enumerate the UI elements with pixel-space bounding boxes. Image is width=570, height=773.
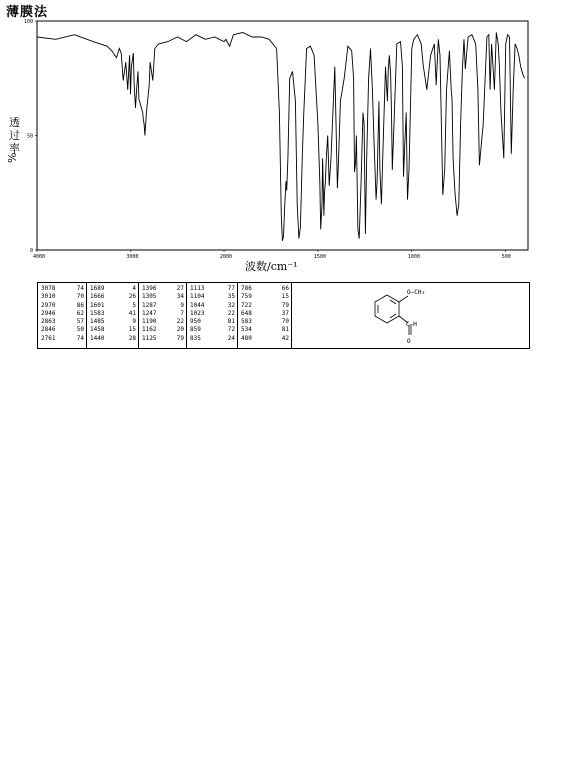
peak-wavenumber: 1125 — [142, 334, 157, 342]
peak-table-row — [90, 285, 136, 293]
peak-table-row — [90, 310, 136, 318]
peak-transmittance: 72 — [227, 326, 235, 334]
peak-wavenumber: 2970 — [41, 301, 56, 309]
peak-wavenumber: 786 — [241, 285, 252, 292]
aldehyde-label: C—H — [406, 321, 417, 328]
peak-wavenumber: 1287 — [142, 301, 157, 309]
plot-frame — [37, 21, 528, 250]
peak-column-3 — [139, 283, 187, 348]
peak-transmittance: 62 — [76, 309, 84, 317]
peak-table-row — [241, 285, 289, 293]
peak-transmittance: 15 — [281, 293, 289, 301]
peak-transmittance: 70 — [76, 293, 84, 301]
peak-transmittance: 66 — [281, 285, 289, 292]
peak-transmittance: 77 — [227, 285, 235, 292]
y-axis-label — [6, 116, 20, 163]
peak-table-row — [41, 310, 84, 318]
peak-column-1 — [38, 283, 87, 348]
x-tick-label: 4000 — [33, 254, 46, 260]
peak-wavenumber: 1023 — [190, 309, 205, 317]
peak-table-row — [90, 293, 136, 301]
peak-wavenumber: 835 — [190, 334, 201, 342]
peak-transmittance: 81 — [281, 326, 289, 334]
peak-wavenumber: 1458 — [90, 326, 105, 334]
peak-column-2 — [87, 283, 139, 348]
molecular-structure — [292, 283, 529, 348]
peak-transmittance: 4 — [132, 285, 136, 292]
structure-drawing — [292, 283, 527, 348]
peak-table-row — [241, 335, 289, 343]
peak-wavenumber: 1666 — [90, 293, 105, 301]
peak-transmittance: 24 — [227, 334, 235, 342]
peak-table-row — [190, 310, 235, 318]
peak-column-4 — [187, 283, 238, 348]
peak-wavenumber: 1601 — [90, 301, 105, 309]
peak-wavenumber: 2946 — [41, 309, 56, 317]
peak-table-row — [142, 318, 184, 326]
y-axis-label-char-1: 透 — [9, 116, 20, 129]
peak-wavenumber: 1113 — [190, 285, 205, 292]
method-title: 薄膜法 — [6, 5, 49, 20]
peak-transmittance: 22 — [227, 309, 235, 317]
peak-wavenumber: 648 — [241, 309, 252, 317]
peak-table-row — [142, 285, 184, 293]
peak-transmittance: 28 — [128, 334, 136, 342]
y-axis-label-char-3: 率 — [9, 142, 20, 155]
peak-wavenumber: 1440 — [90, 334, 105, 342]
ir-spectrum-chart — [0, 0, 570, 280]
peak-transmittance: 27 — [176, 285, 184, 292]
peak-transmittance: 32 — [227, 301, 235, 309]
peak-transmittance: 42 — [281, 334, 289, 342]
peak-wavenumber: 2863 — [41, 318, 56, 326]
peak-transmittance: 9 — [132, 318, 136, 326]
peak-table-row — [241, 293, 289, 301]
peak-table-row — [41, 293, 84, 301]
peak-transmittance: 26 — [128, 293, 136, 301]
peak-table-row — [190, 285, 235, 293]
x-axis-label: 波数/cm⁻¹ — [245, 260, 298, 273]
spectrum-series-line — [37, 33, 525, 241]
peak-transmittance: 50 — [76, 326, 84, 334]
peak-wavenumber: 1689 — [90, 285, 105, 292]
peak-table-row — [190, 293, 235, 301]
y-axis-ticks — [24, 19, 37, 254]
peak-table-row — [142, 310, 184, 318]
peak-wavenumber: 759 — [241, 293, 252, 301]
peak-wavenumber: 722 — [241, 301, 252, 309]
peak-wavenumber: 480 — [241, 334, 252, 342]
peak-transmittance: 74 — [76, 334, 84, 342]
x-tick-label: 500 — [501, 254, 511, 260]
peak-transmittance: 37 — [281, 309, 289, 317]
peak-wavenumber: 1190 — [142, 318, 157, 326]
carbonyl-oxygen-label: O — [407, 338, 411, 345]
peak-transmittance: 86 — [76, 301, 84, 309]
peak-transmittance: 20 — [176, 326, 184, 334]
x-tick-label: 3000 — [126, 254, 139, 260]
peak-transmittance: 57 — [76, 318, 84, 326]
peak-wavenumber: 3010 — [41, 293, 56, 301]
peak-transmittance: 5 — [132, 301, 136, 309]
peak-table-row — [241, 326, 289, 334]
peak-table-row — [190, 326, 235, 334]
peak-table-row — [142, 302, 184, 310]
peak-table-row — [241, 302, 289, 310]
x-tick-label: 1000 — [407, 254, 420, 260]
peak-wavenumber: 583 — [241, 318, 252, 326]
peak-transmittance: 15 — [128, 326, 136, 334]
methoxy-label: O—CH₃ — [407, 289, 426, 296]
peak-wavenumber: 1485 — [90, 318, 105, 326]
x-axis-ticks — [33, 250, 511, 260]
peak-table-row — [90, 326, 136, 334]
peak-transmittance: 7 — [180, 309, 184, 317]
peak-transmittance: 81 — [227, 318, 235, 326]
peak-table-row — [190, 335, 235, 343]
peak-table — [37, 282, 530, 349]
peak-table-row — [90, 318, 136, 326]
peak-transmittance: 9 — [180, 301, 184, 309]
peak-table-row — [190, 302, 235, 310]
peak-table-row — [41, 335, 84, 343]
y-tick-label: 100 — [24, 19, 34, 25]
peak-transmittance: 74 — [76, 285, 84, 292]
peak-wavenumber: 534 — [241, 326, 252, 334]
x-tick-label: 1500 — [313, 254, 326, 260]
peak-wavenumber: 1044 — [190, 301, 205, 309]
peak-table-row — [241, 310, 289, 318]
peak-transmittance: 34 — [176, 293, 184, 301]
peak-transmittance: 79 — [281, 301, 289, 309]
peak-column-5 — [238, 283, 292, 348]
peak-wavenumber: 1162 — [142, 326, 157, 334]
peak-wavenumber: 2846 — [41, 326, 56, 334]
y-tick-label: 50 — [27, 133, 34, 140]
benzene-ring — [375, 295, 399, 323]
peak-table-row — [41, 302, 84, 310]
peak-transmittance: 41 — [128, 309, 136, 317]
peak-wavenumber: 1305 — [142, 293, 157, 301]
peak-table-row — [190, 318, 235, 326]
peak-wavenumber: 950 — [190, 318, 201, 326]
peak-transmittance: 79 — [176, 334, 184, 342]
peak-table-row — [241, 318, 289, 326]
peak-table-row — [90, 335, 136, 343]
peak-table-row — [41, 318, 84, 326]
x-tick-label: 2000 — [220, 254, 233, 260]
peak-table-row — [142, 335, 184, 343]
peak-wavenumber: 1396 — [142, 285, 157, 292]
peak-transmittance: 35 — [227, 293, 235, 301]
peak-wavenumber: 859 — [190, 326, 201, 334]
y-tick-label: 0 — [30, 248, 34, 254]
peak-transmittance: 22 — [176, 318, 184, 326]
peak-wavenumber: 1104 — [190, 293, 205, 301]
y-axis-label-unit: % — [6, 152, 19, 163]
peak-table-row — [90, 302, 136, 310]
peak-table-row — [142, 326, 184, 334]
peak-wavenumber: 3078 — [41, 285, 56, 292]
peak-wavenumber: 1247 — [142, 309, 157, 317]
peak-table-row — [142, 293, 184, 301]
peak-wavenumber: 2761 — [41, 334, 56, 342]
peak-transmittance: 70 — [281, 318, 289, 326]
peak-wavenumber: 1583 — [90, 309, 105, 317]
y-axis-label-char-2: 过 — [9, 129, 20, 142]
peak-table-row — [41, 285, 84, 293]
peak-table-row — [41, 326, 84, 334]
